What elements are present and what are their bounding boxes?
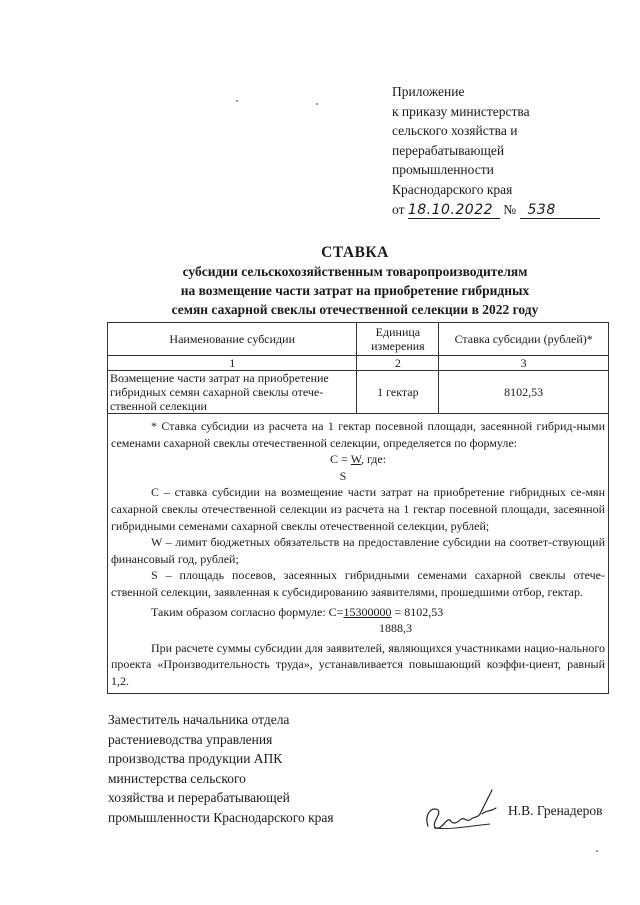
column-number: 2 [357,356,439,371]
header-cell: Ставка субсидии (рублей)* [439,323,609,356]
order-number: 538 [520,202,600,219]
signatory-line: промышленности Краснодарского края [108,809,334,825]
order-no-label: № [503,201,517,217]
order-line [392,200,607,220]
signatory-block [108,710,368,828]
signer-name: Н.В. Гренадеров [508,803,603,818]
signatory-line: Заместитель начальника отдела [108,712,290,727]
subsidy-name-cell: Возмещение части затрат на приобретение гибридных семян сахарной свеклы отече-ственной селекции [108,371,357,414]
subsidy-table [107,322,609,694]
note-paragraph: S – площадь посевов, засеянных гибридными семенами сахарной свеклы отече-ственной селекции, заявленная к субсидированию заявителями, прошедшими отбор, гектар. [111,568,605,599]
table-row [108,371,609,414]
appendix-line: Приложение [392,84,465,99]
scan-speck [316,103,318,105]
subtitle-line: на возмещение части затрат на приобретение гибридных [180,283,530,298]
formula-numerator: W [350,452,361,467]
note-paragraph: С – ставка субсидии на возмещение части затрат на приобретение гибридных се-мян сахарной свеклы отечественной селекции из расчета на 1 гектар посевной площади, засеянной гибридными семенами сахарной свеклы отечественной селекции, рублей; [111,485,605,533]
document-title: СТАВКА [321,244,389,261]
table-number-row [108,356,609,371]
title-block [100,244,610,319]
column-number: 3 [439,356,609,371]
signatory-line: министерства сельского [108,770,246,786]
appendix-block [392,82,607,219]
appendix-line: к приказу министерства [392,103,530,119]
calc-numerator: 15300000 [343,604,392,619]
appendix-line: перерабатывающей [392,142,505,158]
signatory-line: производства продукции АПК [108,751,283,767]
document-subtitle [100,262,610,319]
scan-speck [236,100,238,102]
note-paragraph: W – лимит бюджетных обязательств на предоставление субсидии на соответ-ствующий финансовый год, рублей; [111,535,605,566]
scan-speck [596,850,598,852]
appendix-line: сельского хозяйства и [392,123,518,139]
appendix-line: Краснодарского края [392,181,513,197]
unit-cell: 1 гектар [357,371,439,414]
subtitle-line: семян сахарной свеклы отечественной селекции в 2022 году [171,302,539,317]
subtitle-line: субсидии сельскохозяйственным товаропроизводителям [182,264,528,279]
notes-row [108,414,609,694]
order-prefix: от [392,201,405,217]
formula: С = W, где: [329,452,387,467]
formula-denominator: S [339,468,347,483]
appendix-line: промышленности [392,162,494,178]
handwritten-signature [420,784,510,834]
note-paragraph: При расчете суммы субсидии для заявителей, являющихся участниками нацио-нального проекта «Производительность труда», устанавливается повышающий коэффи-циент, равный 1,2. [111,640,605,688]
table-header-row [108,323,609,356]
header-cell: Единица измерения [357,323,439,356]
note-paragraph: * Ставка субсидии из расчета на 1 гектар посевной площади, засеянной гибрид-ными семенами сахарной свеклы отечественной селекции, определяется по формуле: [111,419,605,450]
notes-cell [108,414,609,694]
calc-denominator: 1888,3 [379,621,412,636]
signatory-line: растениеводства управления [108,731,273,747]
rate-cell: 8102,53 [439,371,609,414]
calculation: Таким образом согласно формуле: С=15300000 = 8102,53 [151,604,444,619]
header-cell: Наименование субсидии [108,323,357,356]
signatory-line: хозяйства и перерабатывающей [108,790,290,806]
order-date: 18.10.2022 [408,202,500,219]
column-number: 1 [108,356,357,371]
